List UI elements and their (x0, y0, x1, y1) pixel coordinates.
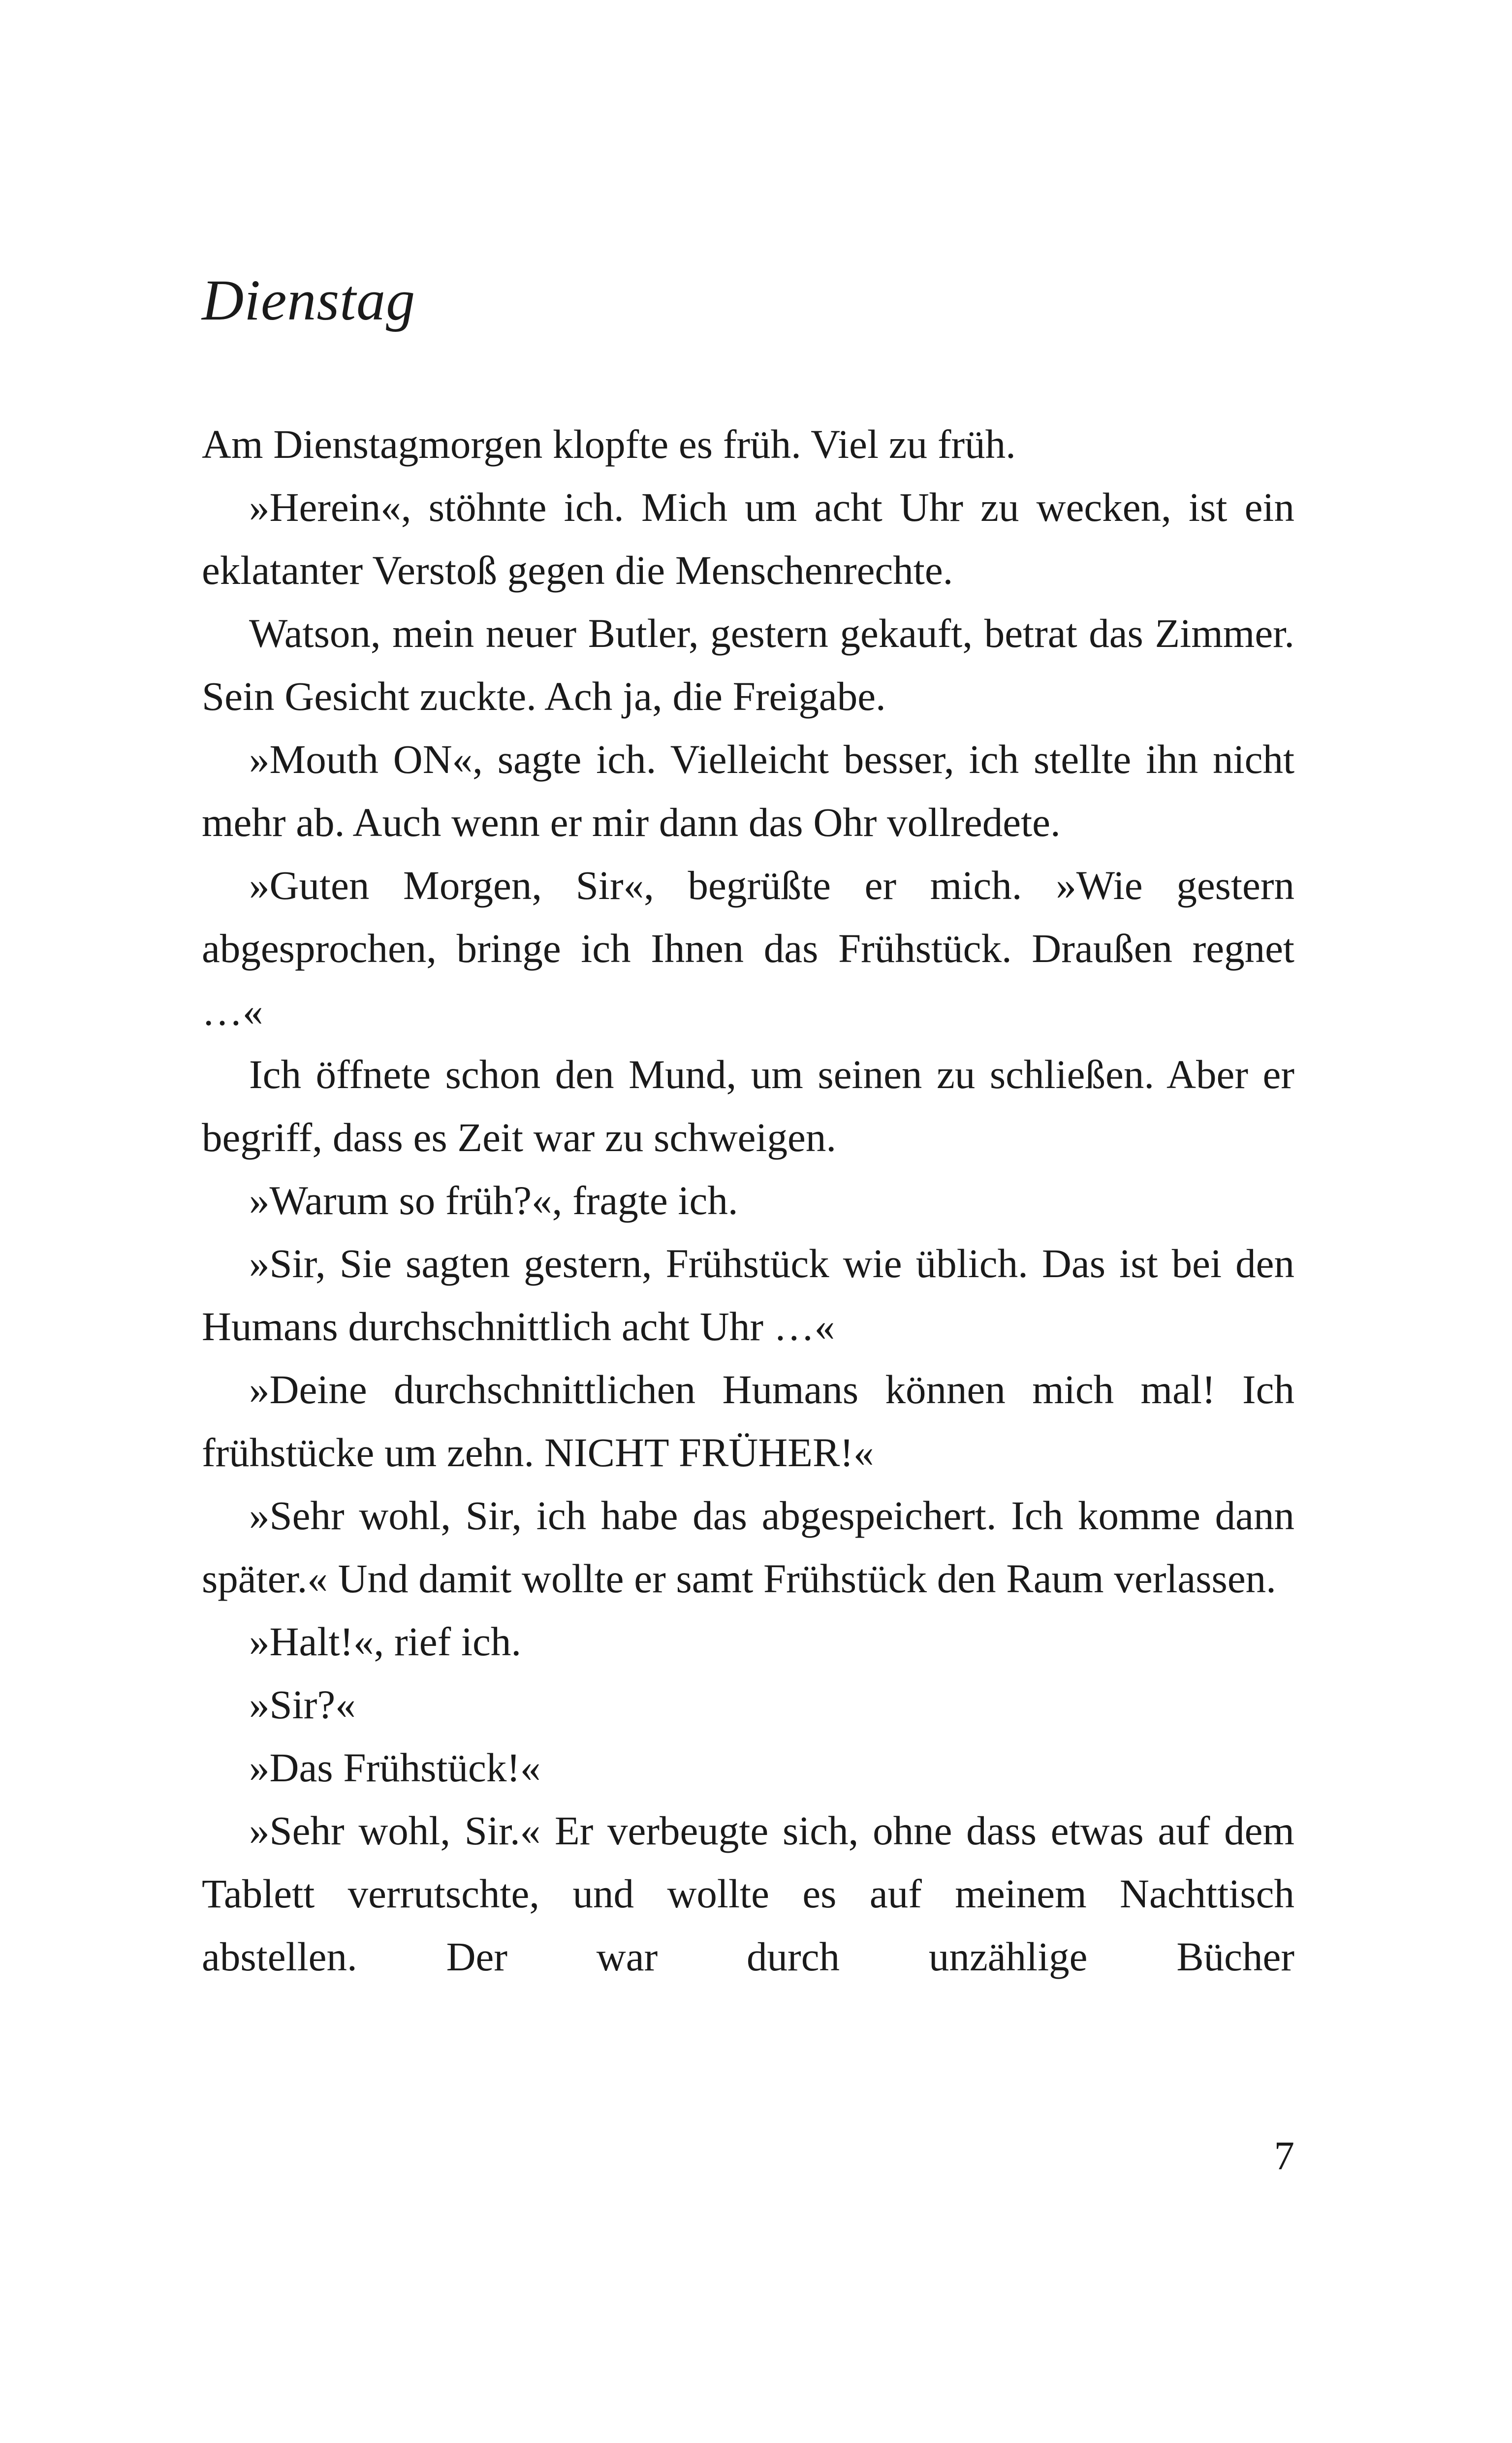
paragraph: Watson, mein neuer Butler, gestern gekauft, betrat das Zimmer. Sein Gesicht zuckte. Ach ja, die Freigabe. (202, 611, 1294, 719)
paragraph: »Herein«, stöhnte ich. Mich um acht Uhr zu wecken, ist ein eklatanter Verstoß gegen die Menschenrechte. (202, 484, 1294, 593)
paragraph: »Sir, Sie sagten gestern, Frühstück wie üblich. Das ist bei den Humans durchschnittlich acht Uhr …« (202, 1241, 1294, 1349)
paragraph: »Deine durchschnittlichen Humans können mich mal! Ich frühstücke um zehn. NICHT FRÜHER!« (202, 1367, 1294, 1475)
page-number: 7 (1274, 2133, 1294, 2178)
paragraph: Am Dienstagmorgen klopfte es früh. Viel zu früh. (202, 421, 1016, 467)
paragraph: »Sehr wohl, Sir, ich habe das abgespeichert. Ich komme dann später.« Und damit wollte er samt Frühstück den Raum verlassen. (202, 1493, 1294, 1601)
paragraph: »Guten Morgen, Sir«, begrüßte er mich. »Wie gestern abgesprochen, bringe ich Ihnen das Frühstück. Draußen regnet …« (202, 863, 1294, 1034)
paragraph: »Sir?« (249, 1682, 356, 1727)
chapter-title: Dienstag (202, 268, 416, 332)
paragraph: »Halt!«, rief ich. (249, 1619, 522, 1664)
body-text (202, 413, 1294, 1988)
paragraph: »Mouth ON«, sagte ich. Vielleicht besser, ich stellte ihn nicht mehr ab. Auch wenn er mir dann das Ohr vollredete. (202, 737, 1294, 845)
paragraph: »Sehr wohl, Sir.« Er verbeugte sich, ohne dass etwas auf dem Tablett verrutschte, und wollte es auf meinem Nachttisch abstellen. Der war durch unzählige Bücher (202, 1808, 1294, 1979)
paragraph: Ich öffnete schon den Mund, um seinen zu schließen. Aber er begriff, dass es Zeit war zu schweigen. (202, 1052, 1294, 1160)
paragraph: »Das Frühstück!« (249, 1745, 541, 1790)
paragraph: »Warum so früh?«, fragte ich. (249, 1178, 738, 1223)
